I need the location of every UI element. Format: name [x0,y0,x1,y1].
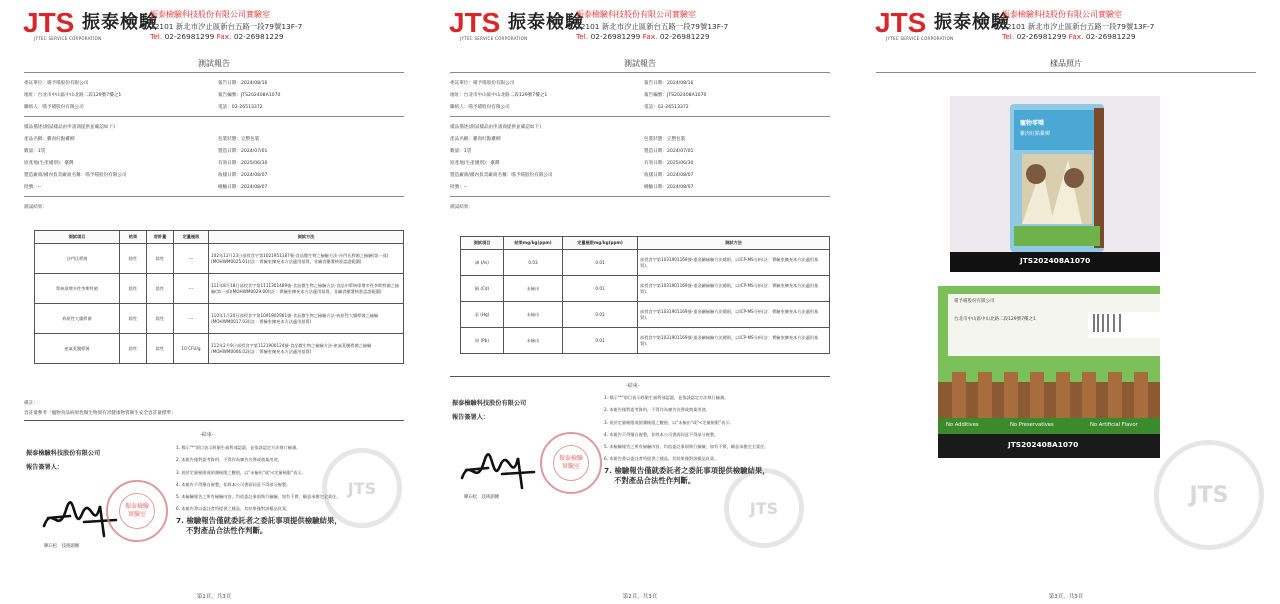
expiry-date: 有效日期：2025/06/30 [218,161,268,166]
cell-result: 0.03 [504,250,563,276]
sample-photo-back [938,286,1160,458]
product-name: 產品名稱：雞肉紅點雞柳 [450,137,501,142]
svg-text:JTS: JTS [875,7,927,38]
signature [458,448,538,498]
corp-name: JYTEC SERVICE CORPORATION [886,36,954,41]
svg-text:JTS: JTS [23,7,75,38]
col-header: 測試方法 [209,231,404,244]
watermark-seal-icon: JTS [1154,440,1264,550]
test-date: 檢驗日期：2024/08/07 [218,185,268,190]
end-notes [176,442,406,536]
divider [24,196,404,197]
results-head: 測試結果： [24,205,47,210]
end-note: 5. 本檢驗報告之所有檢驗內容，均依委託事項執行檢驗，如有不實，願意承擔完全責任。 [604,444,769,450]
sample-qty: 數量：1袋 [24,149,46,154]
manufacturer: 製造廠商/國內負責廠商名稱：喵予喵股份有限公司 [450,173,553,178]
fax-label: Fax. [216,32,232,41]
contact-person: 聯絡人：喵予喵股份有限公司 [450,105,510,110]
applicant-address: 地址：台北市中山區中山北路二段129號7樓之1 [450,93,548,98]
cell-limit: 陰性 [147,304,174,334]
cell-method: 112年2月9日部授食字第1121900124號-食品微生物之檢驗方法-產氣莢膜桿菌之檢驗(MOHWM0006.02)(註：實驗室擴充本方法適用基質) [209,334,404,364]
cell-method: 111年8月18日部授食字第1111301489號-食品微生物之檢驗方法-食品中單核球增多性李斯特菌之檢驗(第一部)(MOHWM0029.00)(註：實驗室擴充本方法適用基質，非屬食藥署核准認證範圍) [209,274,404,304]
end-note: 5. 本檢驗報告之所有檢驗內容，均依委託事項執行檢驗，如有不實，願意承擔完全責任。 [176,494,341,500]
metal-results-table [460,236,830,354]
package-back-image [938,286,1160,458]
stamp-line1: 振泰檢驗 [124,503,149,510]
corp-name: JYTEC SERVICE CORPORATION [34,36,102,41]
brand-name: 振泰檢驗 [82,12,158,33]
tel-number: 02-26981299 [590,32,641,41]
strip-text-2: No Preservatives [1010,422,1054,428]
table-row [461,302,830,328]
cell-loq: --- [174,274,209,304]
col-header: 結果mg/kg(ppm) [504,237,563,250]
tel-number: 02-26981299 [1016,32,1067,41]
cell-loq: 0.01 [563,328,638,354]
micro-results-table [34,230,404,364]
lab-contact [1002,32,1136,41]
divider [450,72,830,73]
photo-caption-2: JTS202408A1070 [1008,440,1079,449]
lab-address: 22101 新北市汐止區新台五路一段79號13F-7 [576,22,729,31]
jts-logo-icon [22,6,80,40]
end-note-7: 7. 檢驗報告僅就委託者之委託事項提供檢驗結果， [604,465,770,475]
lab-contact [150,32,284,41]
end-note: 3. 低於定量極限或偵測極限之數值，以"未檢出"或"<定量極限"表示。 [176,469,306,475]
cell-result: 未檢出 [504,276,563,302]
lot-number: 批號：-- [450,185,468,190]
report-date: 報告日期：2024/08/16 [644,81,694,86]
cell-item: 鎘 (Cd) [461,276,504,302]
cell-item: 沙門氏桿菌 [35,244,120,274]
fax-number: 02-26981229 [659,32,710,41]
divider [24,116,404,117]
end-note: 3. 低於定量極限或偵測極限之數值，以"未檢出"或"<定量極限"表示。 [604,419,734,425]
cell-result: 未檢出 [504,328,563,354]
package-state: 包裝狀態：完整包裝 [644,137,686,142]
letterhead [448,6,848,46]
report-number: 報告編號：JTS202408A1070 [218,93,281,98]
col-header: 結果 [120,231,147,244]
table-header-row [35,231,404,244]
tel-label: Tel. [1002,32,1015,41]
cell-method: 部授食字第1031901169號-重金屬檢驗方法總則，以ICP-MS分析(註：實驗室擴充本方法適用基質)。 [638,302,830,328]
jts-logo-icon [448,6,506,40]
brand-name: 振泰檢驗 [934,12,1010,33]
fax-label: Fax. [642,32,658,41]
lab-stamp-icon [106,480,168,542]
end-note: 1. 標示"*"項目表示經衛生福利部認證，並依該認定方法執行檢測。 [176,445,301,450]
page-footer: 第3頁，共3頁 [1048,594,1084,600]
col-header: 容許量 [147,231,174,244]
applicant: 委託單位：喵予喵股份有限公司 [24,81,89,86]
received-date: 收樣日期：2024/08/07 [218,173,268,178]
lab-address: 22101 新北市汐止區新台五路一段79號13F-7 [1002,22,1155,31]
end-notes [604,392,834,486]
photo-page-title: 樣品照片 [1050,59,1082,68]
cell-result: 陰性 [120,334,147,364]
report-title: 測試報告 [624,59,656,68]
end-note: 6. 本報告書以委託者所提供之樣品，其結果僅對該樣品負責。 [176,506,291,512]
stamp-inner [119,493,155,529]
page-footer: 第2頁，共3頁 [622,594,658,600]
cell-item: 汞 (Hg) [461,302,504,328]
lot-number: 批號：-- [24,185,42,190]
tel-label: Tel. [150,32,163,41]
end-note-7: 7. 檢驗報告僅就委託者之委託事項提供檢驗結果， [176,515,342,525]
col-header: 測試項目 [35,231,120,244]
letterhead [22,6,422,46]
signer-name: 陳石松 技術副總 [464,495,500,500]
corp-name: JYTEC SERVICE CORPORATION [460,36,528,41]
cell-item: 單核球增多性李斯特菌 [35,274,120,304]
letterhead [874,6,1274,46]
cell-result: 陰性 [120,274,147,304]
table-row [461,276,830,302]
results-head: 測試結果： [450,205,473,210]
divider [24,72,404,73]
lab-name: 振泰檢驗科技股份有限公司實驗室 [576,10,696,19]
lab-address: 22101 新北市汐止區新台五路一段79號13F-7 [150,22,303,31]
lab-stamp-icon [540,432,602,494]
col-header: 定量極限 [174,231,209,244]
end-note: 1. 標示"*"項目表示經衛生福利部認證，並依該認定方法執行檢測。 [604,395,729,400]
watermark-seal-icon: JTS [724,468,804,548]
cell-loq: 0.01 [563,276,638,302]
report-page-1 [2,0,426,604]
end-note: 2. 本報告僅對委考資料，不得作為廣告宣傳或商業用途。 [176,457,282,463]
cell-item: 病原性大腸桿菌 [35,304,120,334]
fax-number: 02-26981229 [233,32,284,41]
label-address: 台北市中山區中山北路二段129號7樓之1 [954,317,1036,322]
cell-result: 未檢出 [504,302,563,328]
cell-limit: 陰性 [147,244,174,274]
package-front-image [950,96,1160,272]
mfg-date: 製造日期：2024/07/01 [644,149,694,154]
origin: 原產地(生產國別)：臺灣 [24,161,74,166]
sample-photo-front [950,96,1160,272]
cell-loq: 0.01 [563,302,638,328]
manufacturer: 製造廠商/國內負責廠商名稱：喵予喵股份有限公司 [24,173,127,178]
note-text: 容許量參考「寵物食品病原性微生物與有害健康物質衛生安全容許量標準」 [24,411,176,416]
origin: 原產地(生產國別)：臺灣 [450,161,500,166]
lab-name: 振泰檢驗科技股份有限公司實驗室 [150,10,270,19]
divider [876,72,1256,73]
cell-result: 陰性 [120,244,147,274]
report-date: 報告日期：2024/08/16 [218,81,268,86]
cell-method: 部授食字第1031901169號-重金屬檢驗方法總則，以ICP-MS分析(註：實驗室擴充本方法適用基質)。 [638,328,830,354]
lab-contact [576,32,710,41]
table-header-row [461,237,830,250]
cell-item: 產氣莢膜桿菌 [35,334,120,364]
table-row [35,304,404,334]
received-date: 收樣日期：2024/08/07 [644,173,694,178]
tel-label: Tel. [576,32,589,41]
report-number: 報告編號：JTS202408A1070 [644,93,707,98]
table-row [35,274,404,304]
end-note: 4. 本報告不得擅自複製，非經本公司書面同意不得部分複製。 [604,431,719,437]
cell-loq: 0.01 [563,250,638,276]
mfg-date: 製造日期：2024/07/01 [218,149,268,154]
cell-result: 陰性 [120,304,147,334]
sample-qty: 數量：1袋 [450,149,472,154]
col-header: 測試方法 [638,237,830,250]
divider [450,376,830,377]
note-head: 備註： [24,401,38,406]
divider [24,420,404,421]
photo-caption-1: JTS202408A1070 [1020,256,1091,265]
end-mark: -結束- [626,383,640,389]
label-company: 喵予喵股份有限公司 [954,299,995,304]
divider [450,196,830,197]
watermark-seal-icon: JTS [322,448,402,528]
cell-loq: --- [174,304,209,334]
stamp-line1: 振泰檢驗 [558,455,583,462]
cell-method: 110年1月20日部授食字第1091902961號-食品微生物之檢驗方法-病原性大腸桿菌之檢驗(MOHWM0017.03)(註：實驗室擴充本方法適用基質) [209,304,404,334]
contact-phone: 電話：02-26513372 [644,105,689,110]
cell-limit: 陰性 [147,334,174,364]
cell-item: 鉛 (Pb) [461,328,504,354]
cell-loq: 10 CFU/g [174,334,209,364]
product-name: 產品名稱：雞肉紅點雞柳 [24,137,75,142]
test-date: 檢驗日期：2024/08/07 [644,185,694,190]
end-note-7b: 不對產品合法性作判斷。 [614,475,696,485]
table-row [35,334,404,364]
cell-limit: 陰性 [147,274,174,304]
applicant-address: 地址：台北市中山區中山北路二段129號7樓之1 [24,93,122,98]
sample-desc-head: 樣品描述(測試樣品由申請商提供並確認如下) [24,125,115,130]
end-note-7b: 不對產品合法性作判斷。 [186,525,268,535]
col-header: 測試項目 [461,237,504,250]
report-title: 測試報告 [198,59,230,68]
report-page-2 [428,0,852,604]
sample-desc-head: 樣品描述(測試樣品由申請商提供並確認如下) [450,125,541,130]
applicant: 委託單位：喵予喵股份有限公司 [450,81,515,86]
svg-text:JTS: JTS [449,7,501,38]
signer-label: 報告簽署人： [26,464,64,471]
pkg-product: 雞肉紅點雞柳 [1020,131,1051,137]
table-row [461,250,830,276]
end-note: 6. 本報告書以委託者所提供之樣品，其結果僅對該樣品負責。 [604,456,719,462]
expiry-date: 有效日期：2025/06/30 [644,161,694,166]
lab-name: 振泰檢驗科技股份有限公司實驗室 [1002,10,1122,19]
table-row [461,328,830,354]
package-state: 包裝狀態：完整包裝 [218,137,260,142]
contact-person: 聯絡人：喵予喵股份有限公司 [24,105,84,110]
fax-label: Fax. [1068,32,1084,41]
end-note: 4. 本報告不得擅自複製，非經本公司書面同意不得部分複製。 [176,481,291,487]
stamp-line2: 實驗室 [127,511,146,518]
col-header: 定量極限mg/kg(ppm) [563,237,638,250]
pkg-brand: 寵物零嘴 [1020,120,1045,127]
table-row [35,244,404,274]
cell-method: 部授食字第1031901169號-重金屬檢驗方法總則，以ICP-MS分析(註：實驗室擴充本方法適用基質)。 [638,276,830,302]
page-footer: 第1頁，共3頁 [196,594,232,600]
stamp-line2: 實驗室 [561,463,580,470]
cell-method: 102年12月23日部授食字第1021951187號-食品微生物之檢驗方法-沙門氏桿菌之檢驗(第一部)(MOHWM0025.01)(註：實驗室擴充本方法適用基質，非屬食藥署核准認證範圍) [209,244,404,274]
strip-text-1: No Additives [946,422,979,428]
cell-method: 部授食字第1031901169號-重金屬檢驗方法總則，以ICP-MS分析(註：實驗室擴充本方法適用基質)。 [638,250,830,276]
end-note: 2. 本報告僅對委考資料，不得作為廣告宣傳或商業用途。 [604,407,710,413]
fax-number: 02-26981229 [1085,32,1136,41]
brand-name: 振泰檢驗 [508,12,584,33]
cell-loq: --- [174,244,209,274]
company-name: 振泰檢驗科技股份有限公司 [26,450,101,457]
strip-text-3: No Artificial Flavor [1090,422,1138,428]
end-mark: -結束- [200,432,214,438]
tel-number: 02-26981299 [164,32,215,41]
cell-item: 砷 (As) [461,250,504,276]
stamp-inner [553,445,589,481]
jts-logo-icon [874,6,932,40]
contact-phone: 電話：02-26513372 [218,105,263,110]
signer-label: 報告簽署人： [452,414,490,421]
report-page-3 [854,0,1278,604]
company-name: 振泰檢驗科技股份有限公司 [452,400,527,407]
divider [450,116,830,117]
signer-name: 陳石松 技術副總 [44,544,80,549]
